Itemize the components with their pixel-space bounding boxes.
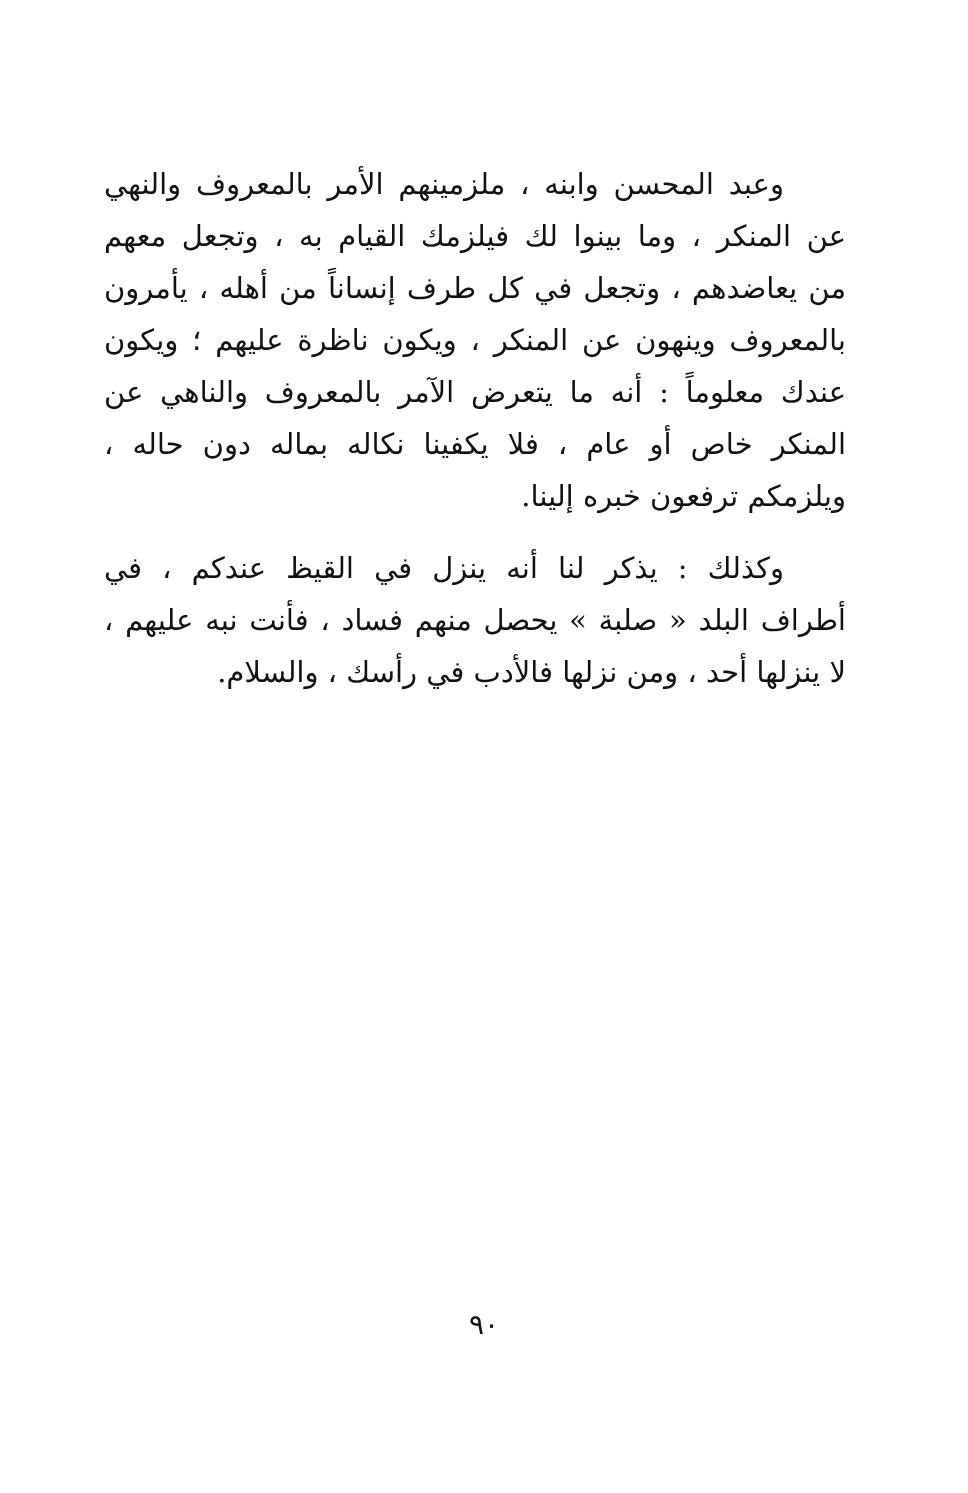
text-line: وكذلك : يذكر لنا أنه ينزل في القيظ عندكم ، في (104, 551, 784, 585)
text-line: عن المنكر ، وما بينوا لك فيلزمك القيام به ، وتجعل معهم (104, 219, 846, 253)
text-line: ويلزمكم ترفعون خبره إلينا. (521, 479, 846, 513)
text-line: لا ينزلها أحد ، ومن نزلها فالأدب في رأسك ، والسلام. (217, 655, 846, 689)
text-line: المنكر خاص أو عام ، فلا يكفينا نكاله بماله دون حاله ، (104, 427, 846, 461)
text-line: أطراف البلد « صلبة » يحصل منهم فساد ، فأنت نبه عليهم ، (104, 603, 846, 637)
text-line: عندك معلوماً : أنه ما يتعرض الآمر بالمعروف والناهي عن (104, 375, 846, 409)
text-line: بالمعروف وينهون عن المنكر ، ويكون ناظرة عليهم ؛ ويكون (104, 323, 846, 357)
text-line: من يعاضدهم ، وتجعل في كل طرف إنساناً من أهله ، يأمرون (104, 271, 846, 305)
page-number: ٩٠ (468, 1308, 500, 1341)
paragraph-2 (104, 542, 846, 698)
paragraph-1 (104, 158, 846, 522)
text-line: وعبد المحسن وابنه ، ملزمينهم الأمر بالمعروف والنهي (104, 167, 784, 201)
body-text (104, 158, 846, 698)
